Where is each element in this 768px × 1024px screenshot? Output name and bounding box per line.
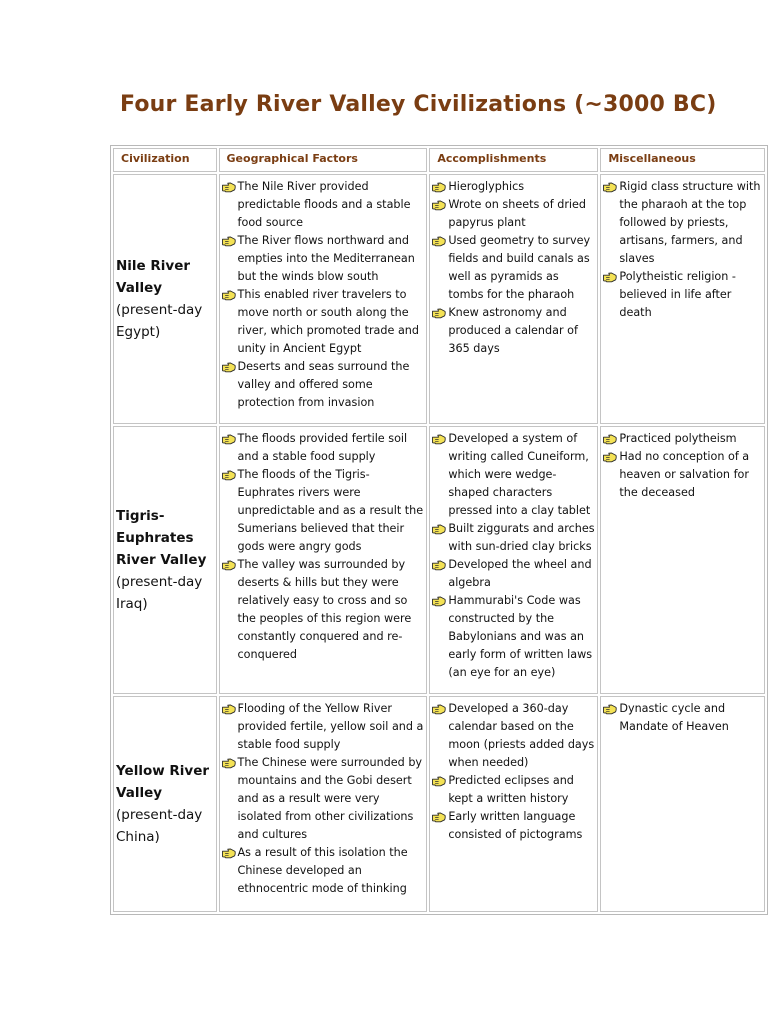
list-item xyxy=(222,466,425,556)
pointing-hand-icon xyxy=(222,469,236,480)
list-item-text: Developed a system of writing called Cuneiform, which were wedge-shaped characters pressed into a clay tablet xyxy=(448,432,591,517)
civilization-location: (present-day Egypt) xyxy=(116,302,203,340)
header-miscellaneous: Miscellaneous xyxy=(600,148,765,172)
list-item-text: Hammurabi's Code was constructed by the Babylonians and was an early form of written laws (an eye for an eye) xyxy=(448,594,593,679)
pointing-hand-icon xyxy=(222,847,236,858)
pointing-hand-icon xyxy=(603,451,617,462)
pointing-hand-icon xyxy=(603,703,617,714)
list-item-text: Built ziggurats and arches with sun-dried clay bricks xyxy=(448,522,595,553)
pointing-hand-icon xyxy=(432,235,446,246)
list-item-text: The Chinese were surrounded by mountains and the Gobi desert and as a result were very isolated from other civilizations and cultures xyxy=(237,756,423,841)
pointing-hand-icon xyxy=(432,811,446,822)
pointing-hand-icon xyxy=(432,595,446,606)
pointing-hand-icon xyxy=(222,433,236,444)
list-item xyxy=(222,232,425,286)
list-item xyxy=(222,556,425,664)
pointing-hand-icon xyxy=(222,361,236,372)
miscellaneous-cell xyxy=(600,174,765,424)
list-item-text: Had no conception of a heaven or salvation for the deceased xyxy=(619,450,750,499)
table-row xyxy=(113,174,765,424)
list-item-text: This enabled river travelers to move north or south along the river, which promoted trade and unity in Ancient Egypt xyxy=(237,288,420,355)
list-item xyxy=(603,178,762,268)
accomplishments-cell xyxy=(429,696,598,912)
geographical-factors-cell xyxy=(219,426,428,694)
list-item-text: Developed the wheel and algebra xyxy=(448,558,592,589)
pointing-hand-icon xyxy=(603,271,617,282)
miscellaneous-cell xyxy=(600,696,765,912)
geographical-factors-cell xyxy=(219,174,428,424)
list-item-text: The floods provided fertile soil and a stable food supply xyxy=(237,432,408,463)
list-item-text: Practiced polytheism xyxy=(619,432,737,445)
pointing-hand-icon xyxy=(222,703,236,714)
list-item-text: The River flows northward and empties into the Mediterranean but the winds blow south xyxy=(237,234,415,283)
list-item xyxy=(432,808,595,844)
list-item xyxy=(603,700,762,736)
pointing-hand-icon xyxy=(432,181,446,192)
list-item-text: Rigid class structure with the pharaoh at the top followed by priests, artisans, farmers, and slaves xyxy=(619,180,761,265)
list-item xyxy=(222,178,425,232)
header-accomplishments: Accomplishments xyxy=(429,148,598,172)
list-item xyxy=(222,754,425,844)
list-item-text: As a result of this isolation the Chinese developed an ethnocentric mode of thinking xyxy=(237,846,408,895)
list-item-text: Developed a 360-day calendar based on the moon (priests added days when needed) xyxy=(448,702,595,769)
pointing-hand-icon xyxy=(222,757,236,768)
civilization-location: (present-day China) xyxy=(116,807,203,845)
list-item xyxy=(222,286,425,358)
list-item xyxy=(222,430,425,466)
pointing-hand-icon xyxy=(432,199,446,210)
header-civilization: Civilization xyxy=(113,148,217,172)
list-item xyxy=(432,196,595,232)
pointing-hand-icon xyxy=(222,235,236,246)
list-item-text: Flooding of the Yellow River provided fertile, yellow soil and a stable food supply xyxy=(237,702,424,751)
table-row xyxy=(113,426,765,694)
list-item xyxy=(432,556,595,592)
pointing-hand-icon xyxy=(603,181,617,192)
list-item-text: Polytheistic religion - believed in life after death xyxy=(619,270,736,319)
list-item xyxy=(432,772,595,808)
list-item xyxy=(432,700,595,772)
civilization-location: (present-day Iraq) xyxy=(116,574,203,612)
list-item xyxy=(222,700,425,754)
list-item-text: Knew astronomy and produced a calendar of 365 days xyxy=(448,306,578,355)
list-item-text: Hieroglyphics xyxy=(448,180,525,193)
list-item-text: Deserts and seas surround the valley and offered some protection from invasion xyxy=(237,360,410,409)
pointing-hand-icon xyxy=(432,307,446,318)
list-item-text: Predicted eclipses and kept a written history xyxy=(448,774,574,805)
list-item xyxy=(603,268,762,322)
civilization-name: Tigris-Euphrates River Valley xyxy=(116,508,207,568)
list-item-text: Early written language consisted of pictograms xyxy=(448,810,583,841)
page-title: Four Early River Valley Civilizations (~3000 BC) xyxy=(120,92,717,117)
pointing-hand-icon xyxy=(432,775,446,786)
pointing-hand-icon xyxy=(432,523,446,534)
list-item-text: Dynastic cycle and Mandate of Heaven xyxy=(619,702,729,733)
pointing-hand-icon xyxy=(432,559,446,570)
civilizations-table xyxy=(110,145,768,915)
list-item xyxy=(222,358,425,412)
list-item xyxy=(432,304,595,358)
civilization-cell xyxy=(113,426,217,694)
header-geographical-factors: Geographical Factors xyxy=(219,148,428,172)
list-item xyxy=(432,520,595,556)
table-row xyxy=(113,696,765,912)
list-item xyxy=(603,430,762,448)
list-item-text: Used geometry to survey fields and build canals as well as pyramids as tombs for the pharaoh xyxy=(448,234,591,301)
list-item xyxy=(603,448,762,502)
pointing-hand-icon xyxy=(432,703,446,714)
pointing-hand-icon xyxy=(432,433,446,444)
accomplishments-cell xyxy=(429,174,598,424)
list-item xyxy=(432,232,595,304)
list-item xyxy=(432,178,595,196)
pointing-hand-icon xyxy=(603,433,617,444)
list-item-text: Wrote on sheets of dried papyrus plant xyxy=(448,198,587,229)
geographical-factors-cell xyxy=(219,696,428,912)
list-item xyxy=(432,430,595,520)
civilization-name: Nile River Valley xyxy=(116,258,191,296)
pointing-hand-icon xyxy=(222,181,236,192)
list-item xyxy=(222,844,425,898)
header-row xyxy=(113,148,765,172)
list-item-text: The Nile River provided predictable floods and a stable food source xyxy=(237,180,411,229)
civilization-cell xyxy=(113,174,217,424)
list-item-text: The floods of the Tigris-Euphrates rivers were unpredictable and as a result the Sumerians believed that their gods were angry gods xyxy=(237,468,424,553)
miscellaneous-cell xyxy=(600,426,765,694)
pointing-hand-icon xyxy=(222,289,236,300)
list-item xyxy=(432,592,595,682)
pointing-hand-icon xyxy=(222,559,236,570)
accomplishments-cell xyxy=(429,426,598,694)
list-item-text: The valley was surrounded by deserts & hills but they were relatively easy to cross and so the peoples of this region were constantly conquered and re-conquered xyxy=(237,558,412,661)
civilization-cell xyxy=(113,696,217,912)
civilization-name: Yellow River Valley xyxy=(116,763,210,801)
